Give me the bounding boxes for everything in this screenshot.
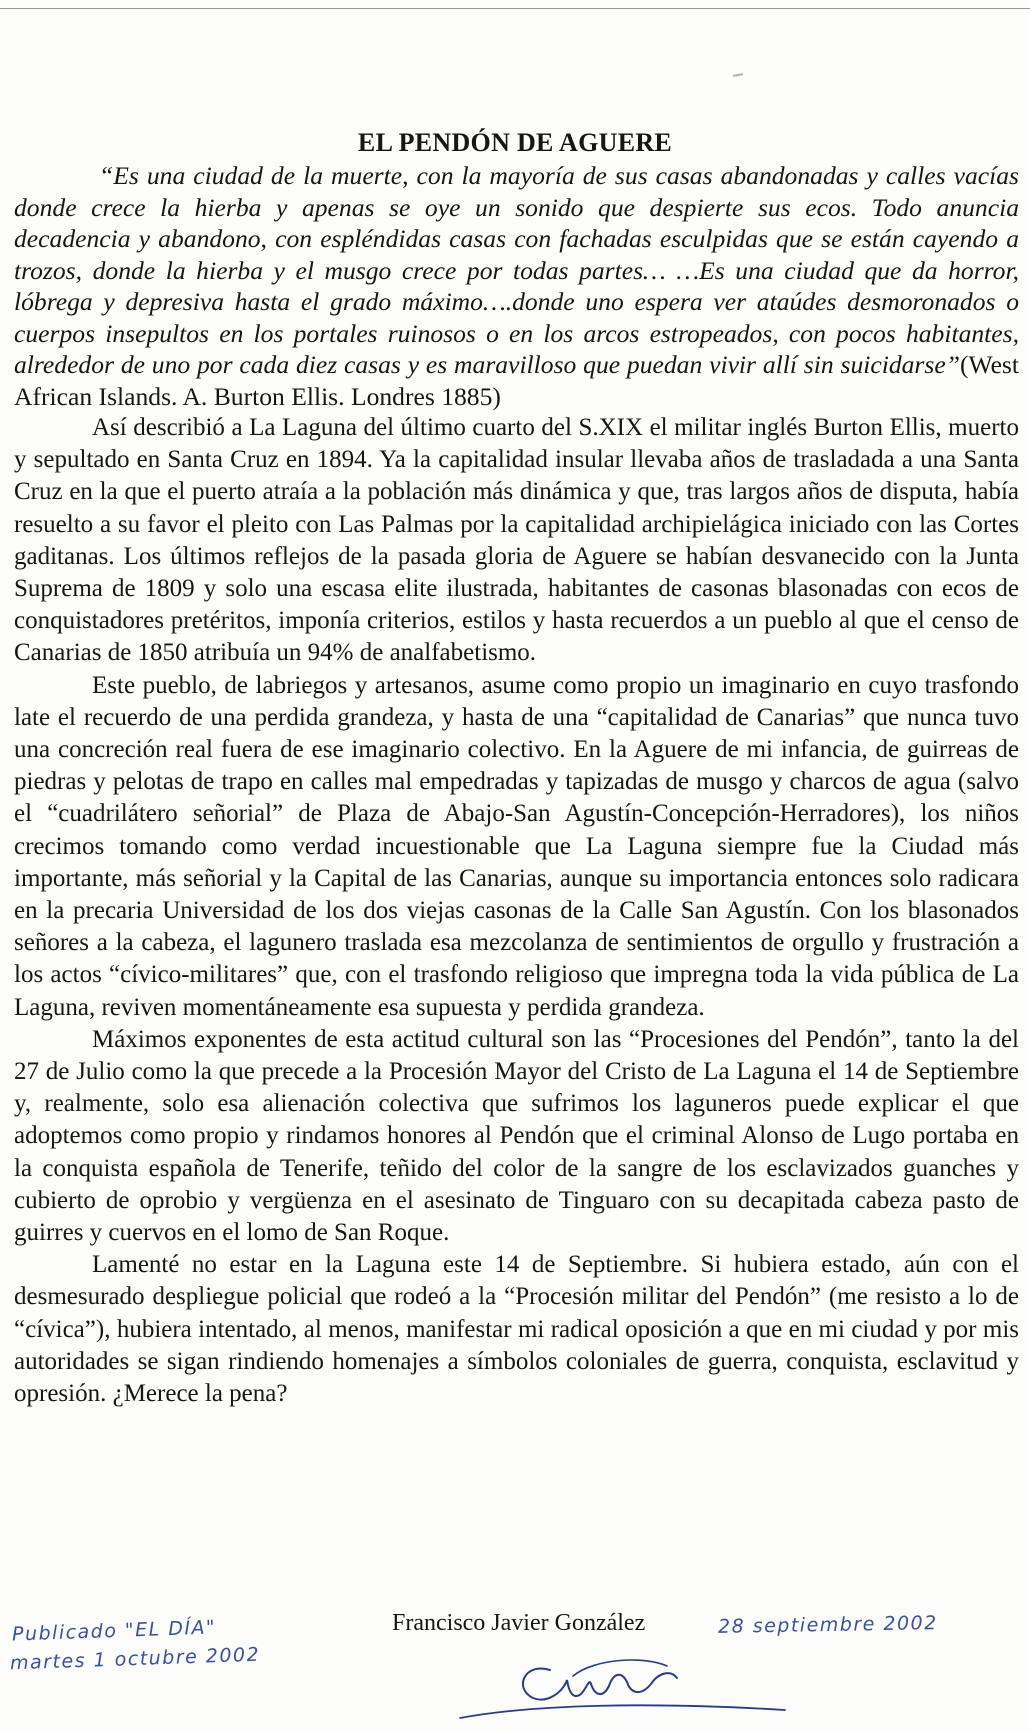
article-title: EL PENDÓN DE AGUERE xyxy=(357,128,673,157)
handwritten-article-date: 28 septiembre 2002 xyxy=(717,1612,938,1638)
opening-quote xyxy=(14,160,1019,412)
handwritten-published-note: Publicado "EL DÍA" xyxy=(11,1616,217,1646)
scan-speck xyxy=(733,73,743,77)
quote-citation: (West African Islands. A. Burton Ellis. Londres 1885) xyxy=(14,350,1019,411)
article-body xyxy=(14,160,1019,1410)
quote-text: “Es una ciudad de la muerte, con la mayoría de sus casas abandonadas y calles vacías donde crece la hierba y apenas se oye un sonido que despierte sus ecos. Todo anuncia decadencia y abandono, con espléndidas casas con fachadas esculpidas que se están cayendo a trozos, donde la hierba y el musgo crece por todas partes… …Es una ciudad que da horror, lóbrega y depresiva hasta el grado máximo….donde uno espera ver ataúdes desmoronados o cuerpos insepultos en los portales ruinosos o en los arcos estropeados, con pocos habitantes, alrededor de uno por cada diez casas y es maravilloso que puedan vivir allí sin suicidarse” xyxy=(14,161,1019,379)
author-name: Francisco Javier González xyxy=(392,1610,646,1636)
paragraph-3: Máximos exponentes de esta actitud cultural son las “Procesiones del Pendón”, tanto la del 27 de Julio como la que precede a la Procesión Mayor del Cristo de La Laguna el 14 de Septiembre y, realmente, solo esa alienación colectiva que sufrimos los laguneros puede explicar el que adoptemos como propio y rindamos honores al Pendón que el criminal Alonso de Lugo portaba en la conquista española de Tenerife, teñido del color de la sangre de los esclavizados guanches y cubierto de oprobio y vergüenza en el asesinato de Tinguaro con su decapitada cabeza pasto de guirres y cuervos en el lomo de San Roque. xyxy=(14,1025,1019,1247)
paragraph-2: Este pueblo, de labriegos y artesanos, asume como propio un imaginario en cuyo trasfondo late el recuerdo de una perdida grandeza, y hasta de una “capitalidad de Canarias” que nunca tuvo una concreción real fuera de ese imaginario colectivo. En la Aguere de mi infancia, de guirreas de piedras y pelotas de trapo en calles mal empedradas y tapizadas de musgo y charcos de agua (salvo el “cuadrilátero señorial” de Plaza de Abajo-San Agustín-Concepción-Herradores), los niños crecimos tomando como verdad incuestionable que La Laguna siempre fue la Ciudad más importante, más señorial y la Capital de las Canarias, aunque su importancia entonces solo radicara en la precaria Universidad de los dos viejas casonas de la Calle San Agustín. Con los blasonados señores a la cabeza, el lagunero traslada esa mezcolanza de sentimientos de orgullo y frustración a los actos “cívico-militares” que, con el trasfondo religioso que impregna toda la vida pública de La Laguna, reviven momentáneamente esa supuesta y perdida grandeza. xyxy=(14,671,1019,1021)
handwritten-signature xyxy=(455,1640,795,1730)
paragraph-4: Lamenté no estar en la Laguna este 14 de Septiembre. Si hubiera estado, aún con el desmesurado despliegue policial que rodeó a la “Procesión militar del Pendón” (me resisto a lo de “cívica”), hubiera intentado, al menos, manifestar mi radical oposición a que en mi ciudad y por mis autoridades se sigan rindiendo homenajes a símbolos coloniales de guerra, conquista, esclavitud y opresión. ¿Merece la pena? xyxy=(14,1251,1019,1408)
handwritten-published-date: martes 1 octubre 2002 xyxy=(9,1643,261,1675)
paragraph-1: Así describió a La Laguna del último cuarto del S.XIX el militar inglés Burton Ellis, muerto y sepultado en Santa Cruz en 1894. Ya la capitalidad insular llevaba años de trasladada a una Santa Cruz en la que el puerto atraía a la población más dinámica y que, tras largos años de disputa, había resuelto a su favor el pleito con Las Palmas por la capitalidad archipielágica iniciado con las Cortes gaditanas. Los últimos reflejos de la pasada gloria de Aguere se habían desvanecido con la Junta Suprema de 1809 y solo una escasa elite ilustrada, habitantes de casonas blasonadas con ecos de conquistadores pretéritos, imponía criterios, estilos y hasta recuerdos a un pueblo al que el censo de Canarias de 1850 atribuía un 94% de analfabetismo. xyxy=(14,414,1019,667)
top-rule xyxy=(0,8,1030,9)
